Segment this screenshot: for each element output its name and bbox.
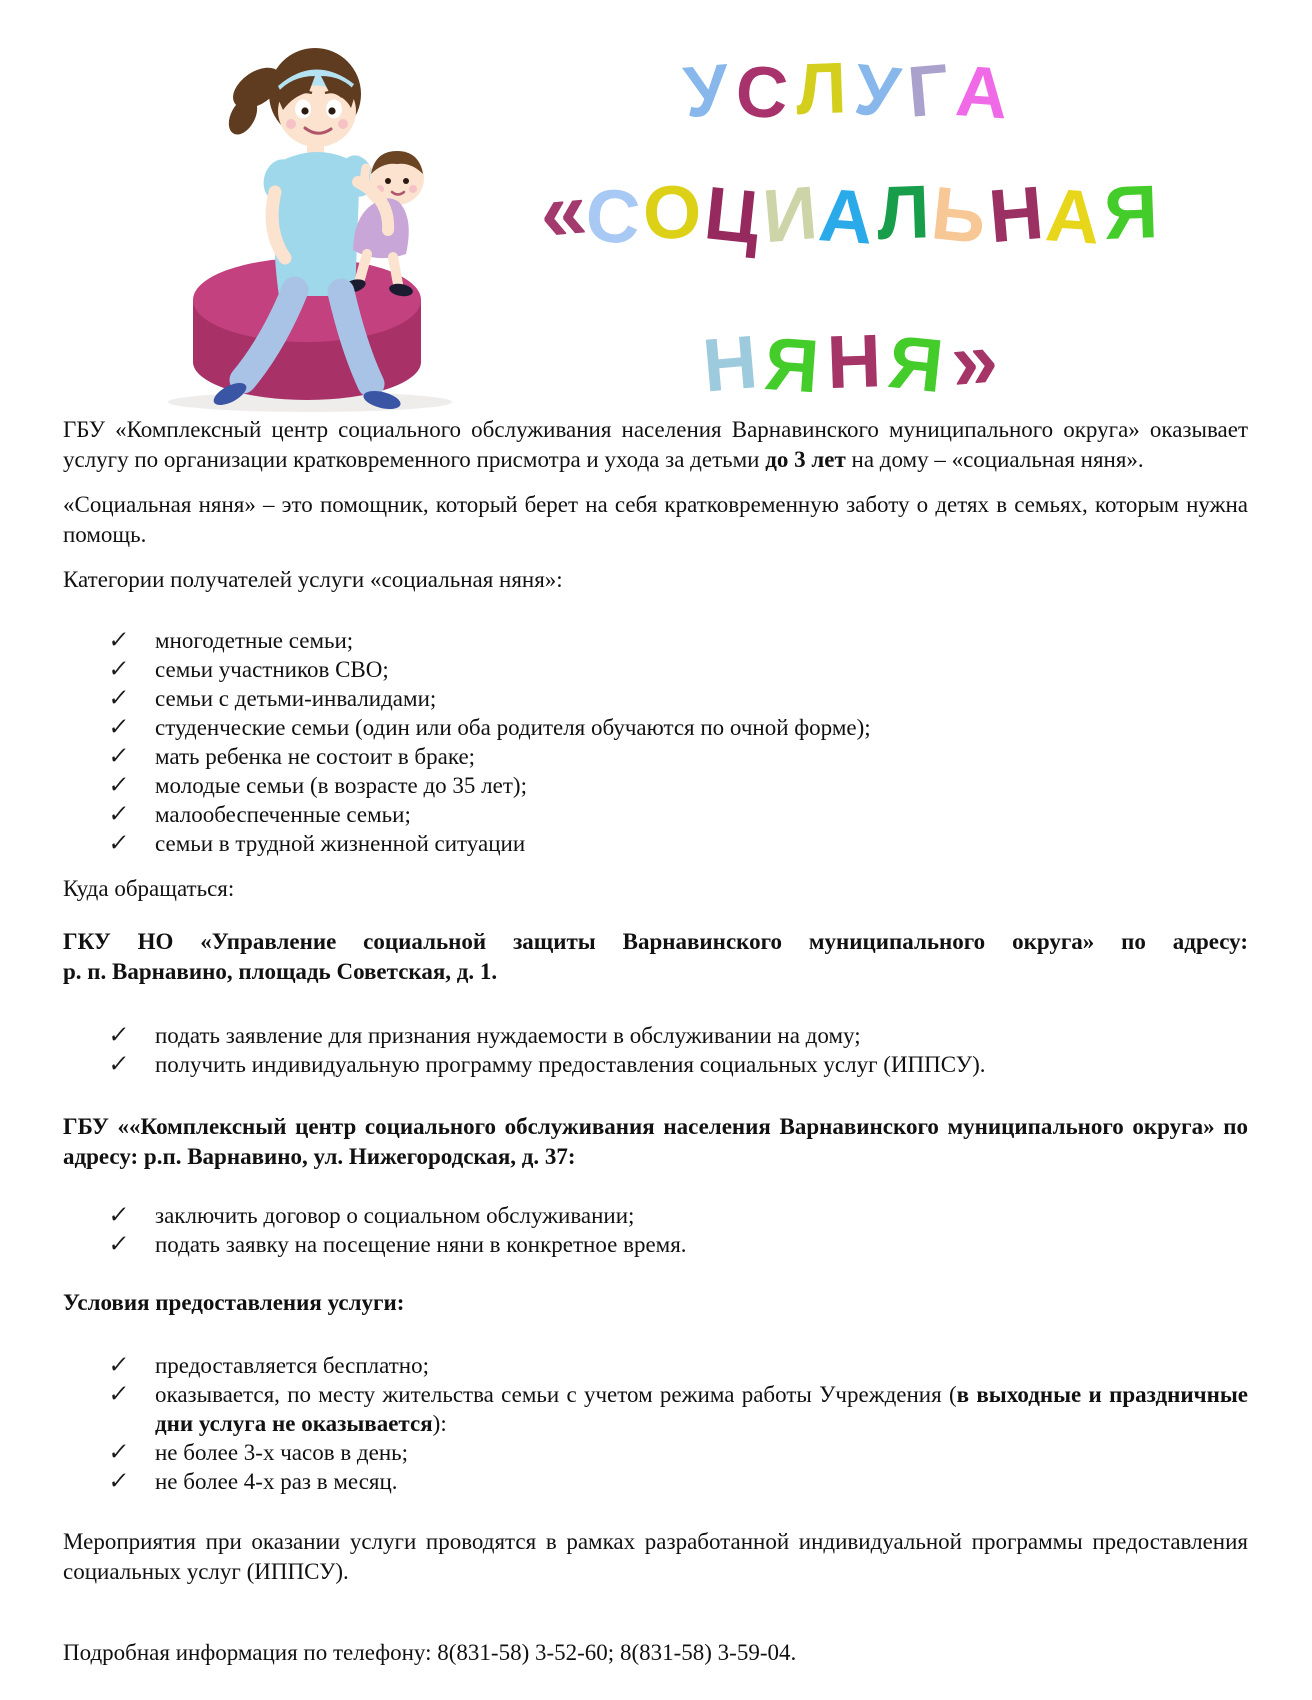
list-item-text bbox=[155, 1203, 634, 1228]
list-item-text bbox=[155, 657, 389, 682]
bold-text-run: до 3 лет bbox=[765, 447, 846, 472]
spacer bbox=[63, 1079, 1248, 1112]
title-letter: У bbox=[850, 49, 912, 135]
text-run: Мероприятия при оказании услуги проводятся в рамках разработанной индивидуальной программы предоставления социальных услуг (ИППСУ). bbox=[63, 1529, 1248, 1584]
title-letter: « bbox=[535, 162, 591, 260]
check-icon: ✓ bbox=[107, 1201, 131, 1230]
check-icon: ✓ bbox=[107, 655, 131, 684]
list-item bbox=[63, 626, 1248, 655]
title-line-3 bbox=[470, 312, 1230, 409]
check-icon: ✓ bbox=[107, 742, 131, 771]
list-item bbox=[63, 1201, 1248, 1230]
title-letter: У bbox=[680, 48, 740, 134]
check-icon: ✓ bbox=[107, 1380, 131, 1409]
title-letter: Н bbox=[825, 317, 891, 405]
list-item bbox=[63, 1230, 1248, 1259]
title-line-1 bbox=[470, 48, 1230, 135]
title-letter: Г bbox=[904, 49, 960, 133]
baby-eye-left-shape bbox=[385, 178, 391, 184]
title-letter: Ь bbox=[927, 170, 994, 260]
baby-blush-right-shape bbox=[409, 185, 417, 193]
list-item-text bbox=[155, 1382, 1248, 1436]
bold-text-run: ГБУ ««Комплексный центр социального обслуживания населения Варнавинского муниципального округа» по адресу: р.п. Варнавино, ул. Нижегородская, д. 37: bbox=[63, 1114, 1248, 1169]
service-title bbox=[470, 0, 1230, 415]
check-icon: ✓ bbox=[107, 1438, 131, 1467]
title-letter: Л bbox=[875, 169, 934, 255]
gku-address-line1 bbox=[63, 927, 1248, 957]
text-run: получить индивидуальную программу предоставления социальных услуг (ИППСУ). bbox=[155, 1052, 986, 1077]
title-letter: Я bbox=[1102, 169, 1162, 255]
text-run: многодетные семьи; bbox=[155, 628, 354, 653]
list-item-text bbox=[155, 1052, 986, 1077]
check-icon: ✓ bbox=[107, 800, 131, 829]
text-run: Подробная информация по телефону: 8(831-58) 3-52-60; 8(831-58) 3-59-04. bbox=[63, 1640, 797, 1665]
where-to-apply bbox=[63, 874, 1248, 904]
spacer bbox=[63, 475, 1248, 490]
title-letter: Н bbox=[699, 318, 769, 408]
check-icon: ✓ bbox=[107, 713, 131, 742]
gku-actions-list bbox=[63, 1021, 1248, 1079]
list-item bbox=[63, 713, 1248, 742]
bold-text-run: Условия предоставления услуги: bbox=[63, 1290, 405, 1315]
list-item-text bbox=[155, 831, 525, 856]
text-run: мать ребенка не состоит в браке; bbox=[155, 744, 476, 769]
check-icon: ✓ bbox=[107, 1050, 131, 1079]
list-item bbox=[63, 1021, 1248, 1050]
list-item bbox=[63, 742, 1248, 771]
list-item bbox=[63, 1050, 1248, 1079]
check-icon: ✓ bbox=[107, 626, 131, 655]
list-item bbox=[63, 771, 1248, 800]
title-letter: И bbox=[759, 169, 824, 259]
document-header bbox=[0, 0, 1312, 415]
list-item-text bbox=[155, 715, 871, 740]
title-letter: Н bbox=[985, 169, 1050, 259]
text-run: студенческие семьи (один или оба родителя обучаются по очной форме); bbox=[155, 715, 871, 740]
definition-paragraph bbox=[63, 490, 1248, 550]
title-letter: А bbox=[953, 50, 1020, 135]
title-letter: Я bbox=[761, 320, 830, 410]
text-run: молодые семьи (в возрасте до 35 лет); bbox=[155, 773, 527, 798]
check-icon: ✓ bbox=[107, 1351, 131, 1380]
text-run: семьи с детьми-инвалидами; bbox=[155, 686, 437, 711]
text-run: заключить договор о социальном обслуживании; bbox=[155, 1203, 635, 1228]
spacer bbox=[63, 987, 1248, 1021]
list-item-text bbox=[155, 1023, 861, 1048]
list-item-text bbox=[155, 802, 411, 827]
spacer bbox=[63, 550, 1248, 565]
pupil-left-shape bbox=[301, 107, 308, 114]
text-run: не более 3-х часов в день; bbox=[155, 1440, 409, 1465]
list-item bbox=[63, 1380, 1248, 1438]
title-letter: Л bbox=[794, 48, 857, 130]
spacer bbox=[63, 904, 1248, 927]
phone-paragraph bbox=[63, 1638, 1248, 1668]
list-item-text bbox=[155, 1440, 408, 1465]
list-item-text bbox=[155, 1353, 429, 1378]
text-run: Куда обращаться: bbox=[63, 876, 235, 901]
text-run: оказывается, по месту жительства семьи с учетом режима работы Учреждения ( bbox=[155, 1382, 957, 1407]
shirt-shape bbox=[274, 152, 359, 296]
check-icon: ✓ bbox=[107, 829, 131, 858]
ippsu-paragraph bbox=[63, 1527, 1248, 1587]
list-item bbox=[63, 1351, 1248, 1380]
list-item-text bbox=[155, 1232, 687, 1257]
gbu-address bbox=[63, 1112, 1248, 1172]
check-icon: ✓ bbox=[107, 1230, 131, 1259]
blush-right-shape bbox=[338, 119, 348, 129]
gbu-actions-list bbox=[63, 1201, 1248, 1259]
spacer bbox=[63, 1172, 1248, 1201]
text-run: семьи участников СВО; bbox=[155, 657, 389, 682]
pupil-right-shape bbox=[328, 107, 335, 114]
list-item-text bbox=[155, 744, 475, 769]
check-icon: ✓ bbox=[107, 1021, 131, 1050]
text-run: предоставляется бесплатно; bbox=[155, 1353, 429, 1378]
title-letter: А bbox=[1043, 172, 1107, 260]
list-item bbox=[63, 829, 1248, 858]
conditions-list bbox=[63, 1351, 1248, 1496]
bold-text-run: р. п. Варнавино, площадь Советская, д. 1. bbox=[63, 959, 498, 984]
title-letter: Ц bbox=[700, 170, 767, 260]
text-run: подать заявление для признания нуждаемости в обслуживании на дому; bbox=[155, 1023, 861, 1048]
title-letter: С bbox=[733, 50, 799, 135]
nanny-illustration bbox=[145, 38, 467, 418]
blush-left-shape bbox=[286, 119, 296, 129]
document-body bbox=[63, 415, 1248, 1668]
text-run: семьи в трудной жизненной ситуации bbox=[155, 831, 526, 856]
list-item-text bbox=[155, 773, 527, 798]
categories-list bbox=[63, 626, 1248, 858]
title-letter: Я bbox=[884, 318, 955, 409]
check-icon: ✓ bbox=[107, 684, 131, 713]
text-run: Категории получателей услуги «социальная няня»: bbox=[63, 567, 563, 592]
list-item bbox=[63, 1467, 1248, 1496]
text-run: «Социальная няня» – это помощник, который берет на себя кратковременную заботу о детях в семьях, которым нужна помощь. bbox=[63, 492, 1248, 547]
text-run: ): bbox=[432, 1411, 447, 1436]
spacer bbox=[63, 1587, 1248, 1638]
title-letter: А bbox=[816, 172, 880, 260]
spacer bbox=[63, 595, 1248, 626]
title-letter: О bbox=[641, 168, 707, 256]
title-letter: С bbox=[583, 172, 647, 260]
list-item-text bbox=[155, 1469, 398, 1494]
spacer bbox=[63, 858, 1248, 874]
text-run: малообеспеченные семьи; bbox=[155, 802, 411, 827]
bold-text-run: в выходные и праздничные дни услуга не оказывается bbox=[155, 1382, 1249, 1436]
list-item bbox=[63, 1438, 1248, 1467]
bold-text-run: ГКУ НО «Управление социальной защиты Варнавинского муниципального округа» по адресу: bbox=[63, 929, 1248, 954]
title-letter: » bbox=[946, 311, 1002, 409]
text-run: подать заявку на посещение няни в конкретное время. bbox=[155, 1232, 687, 1257]
baby-leg-left-shape bbox=[360, 254, 367, 279]
text-run: не более 4-х раз в месяц. bbox=[155, 1469, 398, 1494]
list-item bbox=[63, 800, 1248, 829]
intro-paragraph bbox=[63, 415, 1248, 475]
list-item-text bbox=[155, 686, 436, 711]
spacer bbox=[63, 1259, 1248, 1288]
baby-eye-right-shape bbox=[403, 178, 409, 184]
text-run: на дому – «социальная няня». bbox=[845, 447, 1144, 472]
list-item bbox=[63, 684, 1248, 713]
categories-intro bbox=[63, 565, 1248, 595]
spacer bbox=[63, 1496, 1248, 1527]
text-run: ГБУ «Комплексный центр социального обслуживания населения Варнавинского муниципального округа» оказывает услугу по организации кратковременного присмотра и ухода за детьми bbox=[63, 417, 1248, 472]
list-item bbox=[63, 655, 1248, 684]
title-line-2 bbox=[470, 163, 1230, 260]
list-item-text bbox=[155, 628, 353, 653]
baby-leg-right-shape bbox=[393, 257, 398, 284]
gku-address-line2 bbox=[63, 957, 1248, 987]
check-icon: ✓ bbox=[107, 771, 131, 800]
check-icon: ✓ bbox=[107, 1467, 131, 1496]
conditions-heading bbox=[63, 1288, 1248, 1318]
spacer bbox=[63, 1318, 1248, 1351]
